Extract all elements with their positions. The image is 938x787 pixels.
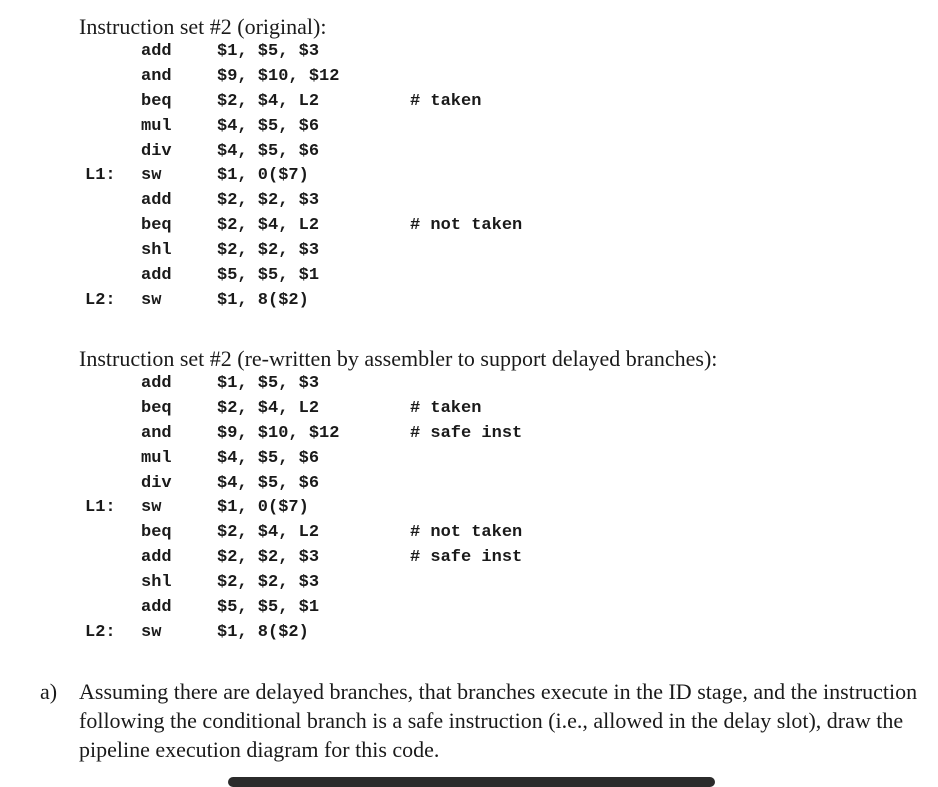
code-opcode: sw: [141, 290, 162, 310]
code-operands: $9, $10, $12: [217, 423, 340, 443]
code-opcode: mul: [141, 116, 172, 136]
code-line: [0, 596, 938, 621]
code-operands: $4, $5, $6: [217, 473, 320, 493]
code-operands: $4, $5, $6: [217, 141, 320, 161]
code-operands: $2, $2, $3: [217, 241, 320, 261]
code-line: [0, 546, 938, 571]
code-operands: $4, $5, $6: [217, 448, 320, 468]
code-operands: $2, $4, L2: [217, 91, 320, 111]
code-line: [0, 164, 938, 189]
code-operands: $1, 0($7): [217, 166, 309, 186]
question-label: a): [40, 679, 58, 704]
code-block-original: [0, 40, 938, 314]
code-opcode: div: [141, 473, 172, 493]
code-opcode: div: [141, 141, 172, 161]
code-opcode: add: [141, 598, 172, 618]
code-line: [0, 239, 938, 264]
code-line: [0, 472, 938, 497]
code-operands: $2, $2, $3: [217, 573, 320, 593]
code-line: [0, 140, 938, 165]
code-opcode: and: [141, 423, 172, 443]
code-opcode: beq: [141, 523, 172, 543]
code-line: [0, 65, 938, 90]
code-line: [0, 621, 938, 646]
code-operands: $5, $5, $1: [217, 598, 320, 618]
code-line: [0, 289, 938, 314]
code-label: L1:: [85, 498, 116, 518]
code-line: [0, 189, 938, 214]
code-operands: $1, $5, $3: [217, 374, 320, 393]
code-operands: $1, $5, $3: [217, 42, 320, 61]
code-line: [0, 115, 938, 140]
code-line: [0, 397, 938, 422]
code-opcode: beq: [141, 91, 172, 111]
code-line: [0, 447, 938, 472]
code-comment: # taken: [410, 398, 482, 418]
code-line: [0, 214, 938, 239]
code-operands: $2, $2, $3: [217, 548, 320, 568]
code-opcode: shl: [141, 573, 172, 593]
scrollbar-handle[interactable]: [228, 777, 715, 787]
code-line: [0, 90, 938, 115]
code-operands: $1, 8($2): [217, 622, 309, 642]
code-block-rewritten: [0, 372, 938, 646]
code-opcode: add: [141, 548, 172, 568]
code-opcode: add: [141, 42, 172, 61]
code-opcode: add: [141, 374, 172, 393]
code-opcode: add: [141, 266, 172, 286]
section-heading-rewritten: Instruction set #2 (re-written by assembler to support delayed branches):: [79, 346, 718, 371]
code-line: [0, 422, 938, 447]
code-label: L2:: [85, 622, 116, 642]
code-opcode: sw: [141, 166, 162, 186]
code-comment: # taken: [410, 91, 482, 111]
code-operands: $5, $5, $1: [217, 266, 320, 286]
code-operands: $2, $2, $3: [217, 191, 320, 211]
code-opcode: beq: [141, 398, 172, 418]
code-line: [0, 264, 938, 289]
code-line: [0, 521, 938, 546]
code-label: L2:: [85, 290, 116, 310]
code-line: [0, 372, 938, 397]
question-a: [40, 677, 920, 764]
code-comment: # safe inst: [410, 423, 523, 443]
code-operands: $2, $4, L2: [217, 216, 320, 236]
code-operands: $1, 0($7): [217, 498, 309, 518]
code-opcode: shl: [141, 241, 172, 261]
code-opcode: sw: [141, 498, 162, 518]
code-opcode: add: [141, 191, 172, 211]
code-opcode: sw: [141, 622, 162, 642]
code-operands: $1, 8($2): [217, 290, 309, 310]
code-comment: # not taken: [410, 523, 523, 543]
code-operands: $2, $4, L2: [217, 398, 320, 418]
code-line: [0, 571, 938, 596]
code-opcode: and: [141, 66, 172, 86]
code-operands: $9, $10, $12: [217, 66, 340, 86]
code-label: L1:: [85, 166, 116, 186]
code-opcode: mul: [141, 448, 172, 468]
code-comment: # safe inst: [410, 548, 523, 568]
code-comment: # not taken: [410, 216, 523, 236]
code-opcode: beq: [141, 216, 172, 236]
question-text: Assuming there are delayed branches, that branches execute in the ID stage, and the instruction following the conditional branch is a safe instruction (i.e., allowed in the delay slot), draw the pipeline execution diagram for this code.: [79, 679, 918, 762]
code-line: [0, 496, 938, 521]
section-heading-original: Instruction set #2 (original):: [79, 14, 327, 39]
code-operands: $2, $4, L2: [217, 523, 320, 543]
code-line: [0, 40, 938, 65]
code-operands: $4, $5, $6: [217, 116, 320, 136]
